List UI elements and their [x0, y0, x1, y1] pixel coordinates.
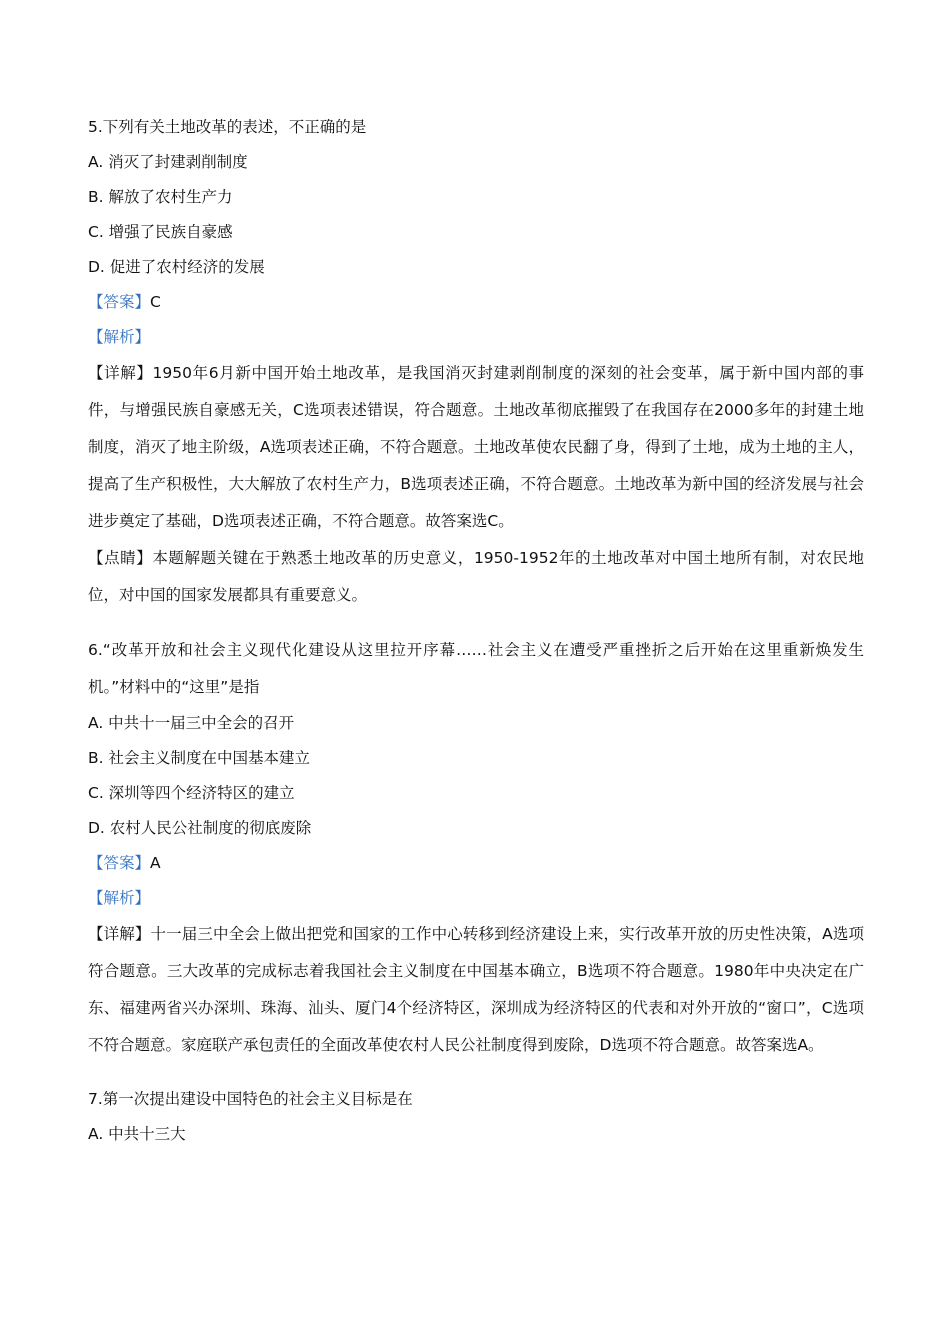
option-a: A. 消灭了封建剥削制度 [88, 153, 248, 171]
detail-paragraph [88, 916, 864, 1064]
option-b: B. 社会主义制度在中国基本建立 [88, 749, 310, 767]
detail-text: 1950年6月新中国开始土地改革，是我国消灭封建剥削制度的深刻的社会变革，属于新中国内部的事件，与增强民族自豪感无关，C选项表述错误，符合题意。土地改革彻底摧毁了在我国存在2000多年的封建土地制度，消灭了地主阶级，A选项表述正确，不符合题意。土地改革使农民翻了身，得到了土地，成为土地的主人，提高了生产积极性，大大解放了农村生产力，B选项表述正确，不符合题意。土地改革为新中国的经济发展与社会进步奠定了基础，D选项表述正确，不符合题意。故答案选C。 [88, 364, 864, 530]
question-6 [88, 632, 864, 1064]
analysis-tag: 【解析】 [88, 328, 151, 346]
answer-value: C [150, 293, 161, 311]
option-b: B. 解放了农村生产力 [88, 188, 233, 206]
answer-line [88, 846, 864, 881]
answer-tag: 【答案】 [88, 854, 151, 872]
document-page [88, 110, 864, 1152]
analysis-tag: 【解析】 [88, 889, 151, 907]
question-stem: 7.第一次提出建设中国特色的社会主义目标是在 [88, 1090, 413, 1108]
answer-line [88, 285, 864, 320]
option-a: A. 中共十三大 [88, 1125, 186, 1143]
question-stem: 6.“改革开放和社会主义现代化建设从这里拉开序幕……社会主义在遭受严重挫折之后开始在这里重新焕发生机。”材料中的“这里”是指 [88, 641, 864, 696]
detail-tag: 【详解】 [88, 925, 151, 943]
option-c: C. 深圳等四个经济特区的建立 [88, 784, 295, 802]
detail-tag: 【详解】 [88, 364, 153, 382]
comment-tag: 【点睛】 [88, 549, 153, 567]
answer-value: A [150, 854, 161, 872]
question-7 [88, 1082, 864, 1152]
answer-tag: 【答案】 [88, 293, 151, 311]
option-d: D. 农村人民公社制度的彻底废除 [88, 819, 312, 837]
comment-paragraph [88, 540, 864, 614]
option-d: D. 促进了农村经济的发展 [88, 258, 265, 276]
comment-text: 本题解题关键在于熟悉土地改革的历史意义，1950-1952年的土地改革对中国土地所有制，对农民地位，对中国的国家发展都具有重要意义。 [88, 549, 864, 604]
question-stem: 5.下列有关土地改革的表述，不正确的是 [88, 118, 367, 136]
option-c: C. 增强了民族自豪感 [88, 223, 233, 241]
detail-text: 十一届三中全会上做出把党和国家的工作中心转移到经济建设上来，实行改革开放的历史性决策，A选项符合题意。三大改革的完成标志着我国社会主义制度在中国基本确立，B选项不符合题意。1980年中央决定在广东、福建两省兴办深圳、珠海、汕头、厦门4个经济特区，深圳成为经济特区的代表和对外开放的“窗口”，C选项不符合题意。家庭联产承包责任的全面改革使农村人民公社制度得到废除，D选项不符合题意。故答案选A。 [88, 925, 864, 1054]
question-gap [88, 1064, 864, 1082]
detail-paragraph [88, 355, 864, 540]
option-a: A. 中共十一届三中全会的召开 [88, 714, 295, 732]
question-gap [88, 614, 864, 632]
question-5 [88, 110, 864, 614]
